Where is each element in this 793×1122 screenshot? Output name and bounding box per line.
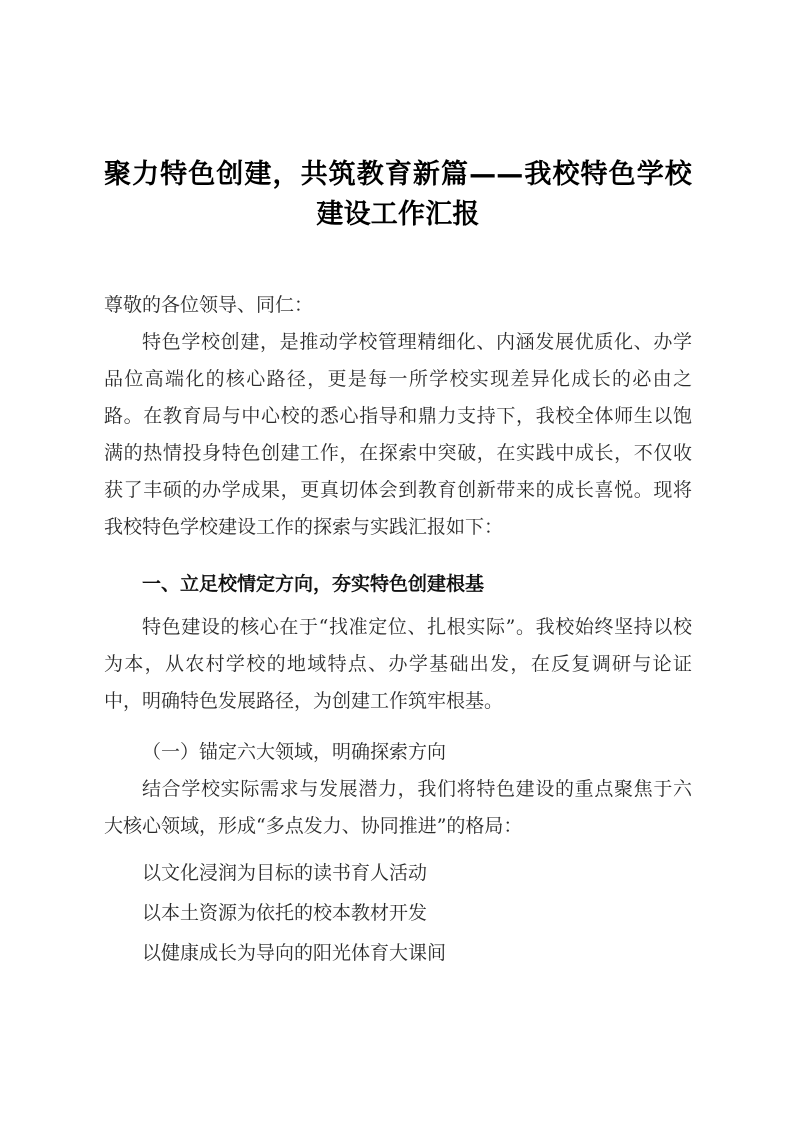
section-heading-1: 一、立足校情定方向，夯实特色创建根基 <box>142 573 485 595</box>
paragraph-intro: 特色学校创建，是推动学校管理精细化、内涵发展优质化、办学品位高端化的核心路径，更是每一所学校实现差异化成长的必由之路。在教育局与中心校的悉心指导和鼎力支持下，我校全体师生以饱满的热情投身特色创建工作，在探索中突破，在实践中成长，不仅收获了丰硕的办学成果，更真切体会到教育创新带来的成长喜悦。现将我校特色学校建设工作的探索与实践汇报如下： <box>104 331 692 538</box>
list-item: 以文化浸润为目标的读书育人活动 <box>142 862 428 884</box>
page-title <box>104 0 692 235</box>
list-item: 以健康成长为导向的阳光体育大课间 <box>142 942 447 964</box>
list-item: 以本土资源为依托的校本教材开发 <box>142 902 428 924</box>
paragraph-section-1-body: 特色建设的核心在于“找准定位、扎根实际”。我校始终坚持以校为本，从农村学校的地域特点、办学基础出发，在反复调研与论证中，明确特色发展路径，为创建工作筑牢根基。 <box>104 616 692 712</box>
document-content <box>104 0 692 973</box>
page-title-text: 聚力特色创建，共筑教育新篇——我校特色学校建设工作汇报 <box>104 159 692 230</box>
subsection-heading-1: （一）锚定六大领域，明确探索方向 <box>142 741 447 763</box>
salutation: 尊敬的各位领导、同仁： <box>104 294 314 316</box>
six-domains-list <box>104 845 692 973</box>
paragraph-subsection-1-body: 结合学校实际需求与发展潜力，我们将特色建设的重点聚焦于六大核心领域，形成“多点发力、协同推进”的格局： <box>104 778 692 837</box>
